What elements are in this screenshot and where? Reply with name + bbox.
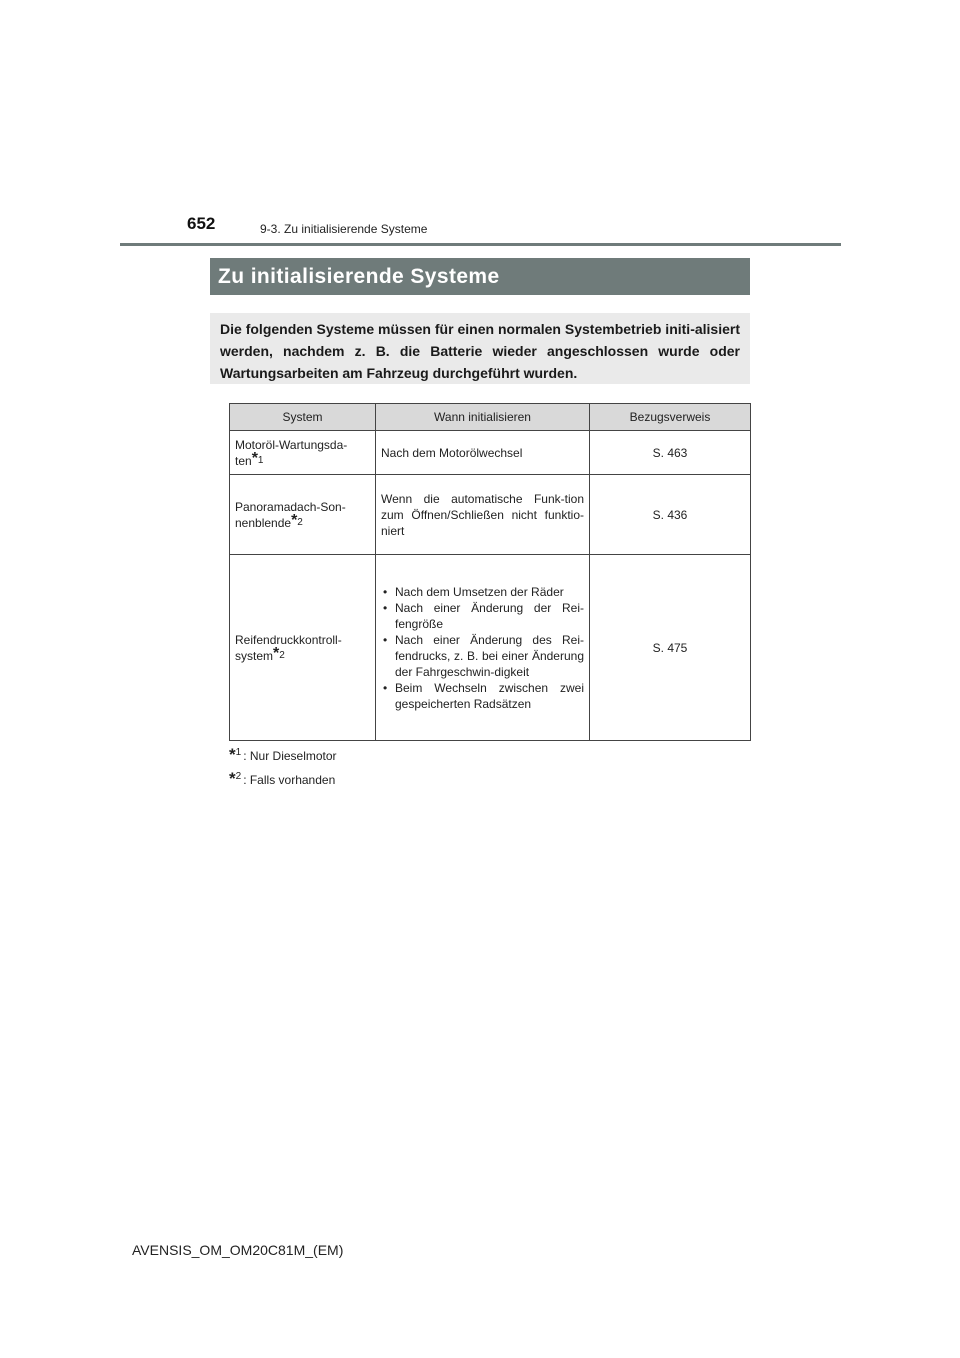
list-item: • Nach einer Änderung des Rei-fendrucks, z. B. bei einer Änderung der Fahrgeschwin-digkeit	[383, 632, 584, 679]
system-cell	[230, 431, 376, 475]
intro-text: Die folgenden Systeme müssen für einen normalen Systembetrieb initi-alisiert werden, nachdem z. B. die Batterie wieder angeschlossen wurde oder Wartungsarbeiten am Fahrzeug durchgeführt wurden.	[220, 321, 740, 381]
footnote-marker: *2	[273, 644, 285, 662]
footnote-marker: *2	[291, 511, 303, 529]
section-reference: 9-3. Zu initialisierende Systeme	[260, 222, 428, 236]
list-item: • Beim Wechseln zwischen zwei gespeicherten Radsätzen	[383, 680, 584, 711]
section-title-banner	[210, 258, 750, 295]
system-cell	[230, 555, 376, 741]
bullet-icon: •	[383, 680, 388, 695]
footnote-number: 2	[235, 771, 242, 782]
reference-cell: S. 436	[590, 475, 751, 555]
when-cell: Wenn die automatische Funk-tion zum Öffnen/Schließen nicht funktio-niert	[376, 475, 590, 555]
footnote-text: : Falls vorhanden	[243, 773, 336, 787]
system-name: Motoröl-Wartungsda-ten	[235, 437, 348, 468]
column-header-system: System	[230, 404, 376, 431]
system-name: Reifendruckkontroll-system	[235, 632, 342, 663]
footnote-text: : Nur Dieselmotor	[243, 749, 337, 763]
when-cell	[376, 555, 590, 741]
system-cell	[230, 475, 376, 555]
list-item: • Nach einer Änderung der Rei-fengröße	[383, 600, 584, 631]
bullet-icon: •	[383, 632, 388, 647]
header-divider	[120, 243, 841, 246]
when-cell: Nach dem Motorölwechsel	[376, 431, 590, 475]
footnotes	[229, 745, 337, 793]
page-number: 652	[187, 214, 216, 233]
footnote	[229, 745, 337, 769]
reference-cell: S. 463	[590, 431, 751, 475]
column-header-when: Wann initialisieren	[376, 404, 590, 431]
section-title: Zu initialisierende Systeme	[218, 264, 500, 288]
table-row	[230, 555, 751, 741]
table-row	[230, 431, 751, 475]
footnote-marker: *1	[251, 449, 264, 467]
footnote-number: 1	[235, 747, 242, 758]
bullet-icon: •	[383, 584, 388, 599]
footnote	[229, 769, 337, 793]
reference-cell: S. 475	[590, 555, 751, 741]
footnote-star: *	[229, 745, 236, 764]
table-row	[230, 475, 751, 555]
footnote-star: *	[229, 769, 236, 788]
table-header-row	[230, 404, 751, 431]
when-list	[381, 584, 584, 712]
intro-box	[210, 313, 750, 384]
system-name: Panoramadach-Son-nenblende	[235, 499, 346, 530]
systems-table	[229, 403, 751, 741]
document-code: AVENSIS_OM_OM20C81M_(EM)	[132, 1242, 344, 1258]
bullet-icon: •	[383, 600, 388, 615]
list-item: • Nach dem Umsetzen der Räder	[383, 584, 564, 599]
column-header-reference: Bezugsverweis	[590, 404, 751, 431]
